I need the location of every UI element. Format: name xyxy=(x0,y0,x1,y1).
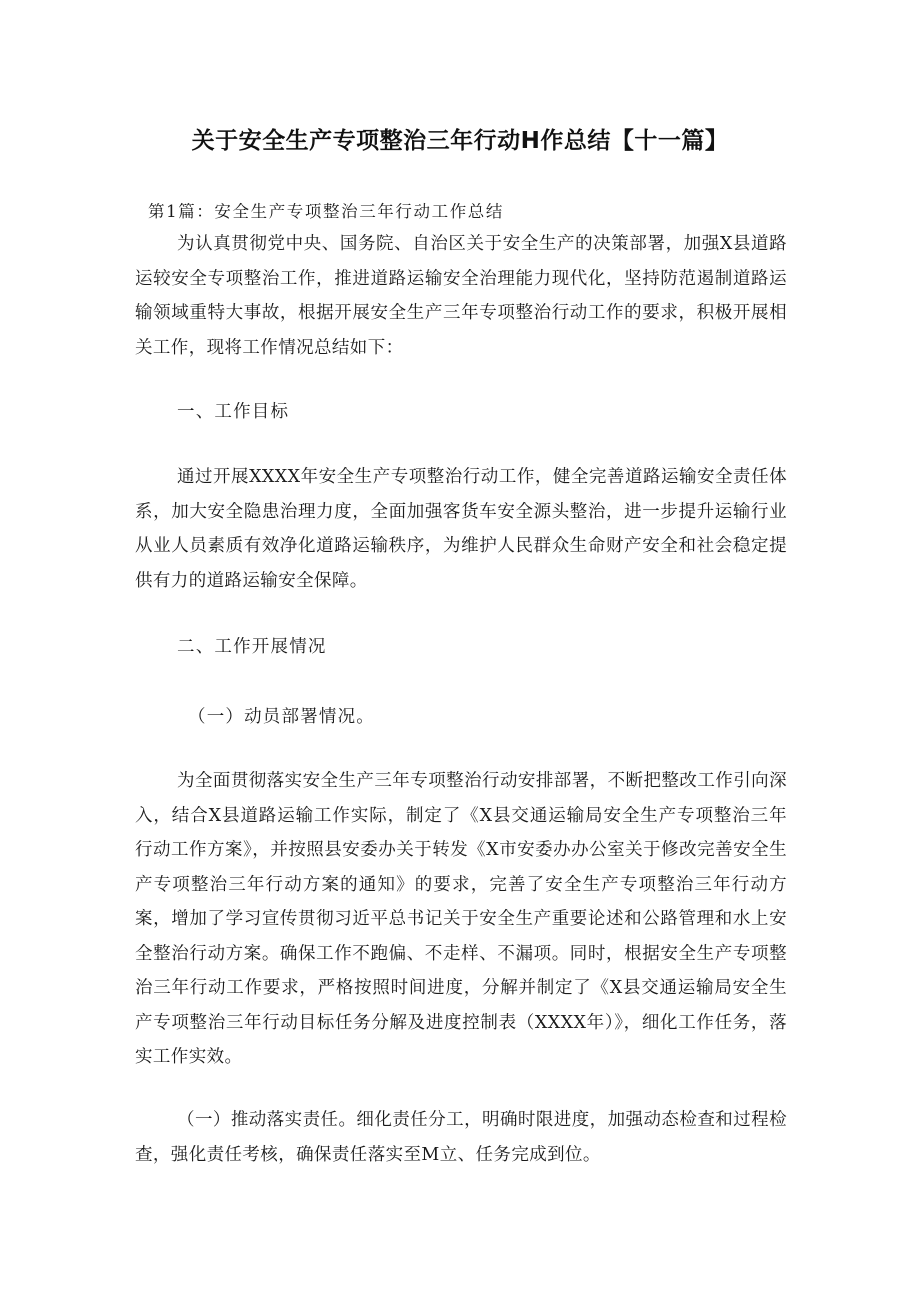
goals-paragraph: 通过开展XXXX年安全生产专项整治行动工作，健全完善道路运输安全责任体系，加大安全隐患治理力度，全面加强客货车安全源头整治，进一步提升运输行业从业人员素质有效净化道路运输秩序，为维护人民群众生命财产安全和社会稳定提供有力的道路运输安全保障。 xyxy=(135,467,787,591)
mobilization-paragraph: 为全面贯彻落实安全生产三年专项整治行动安排部署，不断把整改工作引向深入，结合X县道路运输工作实际，制定了《X县交通运输局安全生产专项整治三年行动工作方案》，并按照县安委办关于转发《X市安委办办公室关于修改完善安全生产专项整治三年行动方案的通知》的要求，完善了安全生产专项整治三年行动方案，增加了学习宣传贯彻习近平总书记关于安全生产重要论述和公路管理和水上安全整治行动方案。确保工作不跑偏、不走样、不漏项。同时，根据安全生产专项整治三年行动工作要求，严格按照时间进度，分解并制定了《X县交通运输局安全生产专项整治三年行动目标任务分解及进度控制表（XXXX年）》，细化工作任务，落实工作实效。 xyxy=(135,771,787,1067)
article-subtitle: 第1篇：安全生产专项整治三年行动工作总结 xyxy=(148,202,504,221)
intro-paragraph: 为认真贯彻党中央、国务院、自治区关于安全生产的决策部署，加强X县道路运较安全专项整治工作，推进道路运输安全治理能力现代化，坚持防范遏制道路运输领域重特大事故，根据开展安全生产三年专项整治行动工作的要求，积极开展相关工作，现将工作情况总结如下： xyxy=(135,234,787,358)
document-title: 关于安全生产专项整治三年行动H作总结【十一篇】 xyxy=(191,128,729,154)
section-heading-progress: 二、工作开展情况 xyxy=(177,637,327,657)
responsibility-paragraph: （一）推动落实责任。细化责任分工，明确时限进度，加强动态检查和过程检查，强化责任考核，确保责任落实至M立、任务完成到位。 xyxy=(135,1110,787,1165)
section-heading-goals: 一、工作目标 xyxy=(177,402,290,422)
subsection-heading-mobilization: （一）动员部署情况。 xyxy=(188,707,375,727)
